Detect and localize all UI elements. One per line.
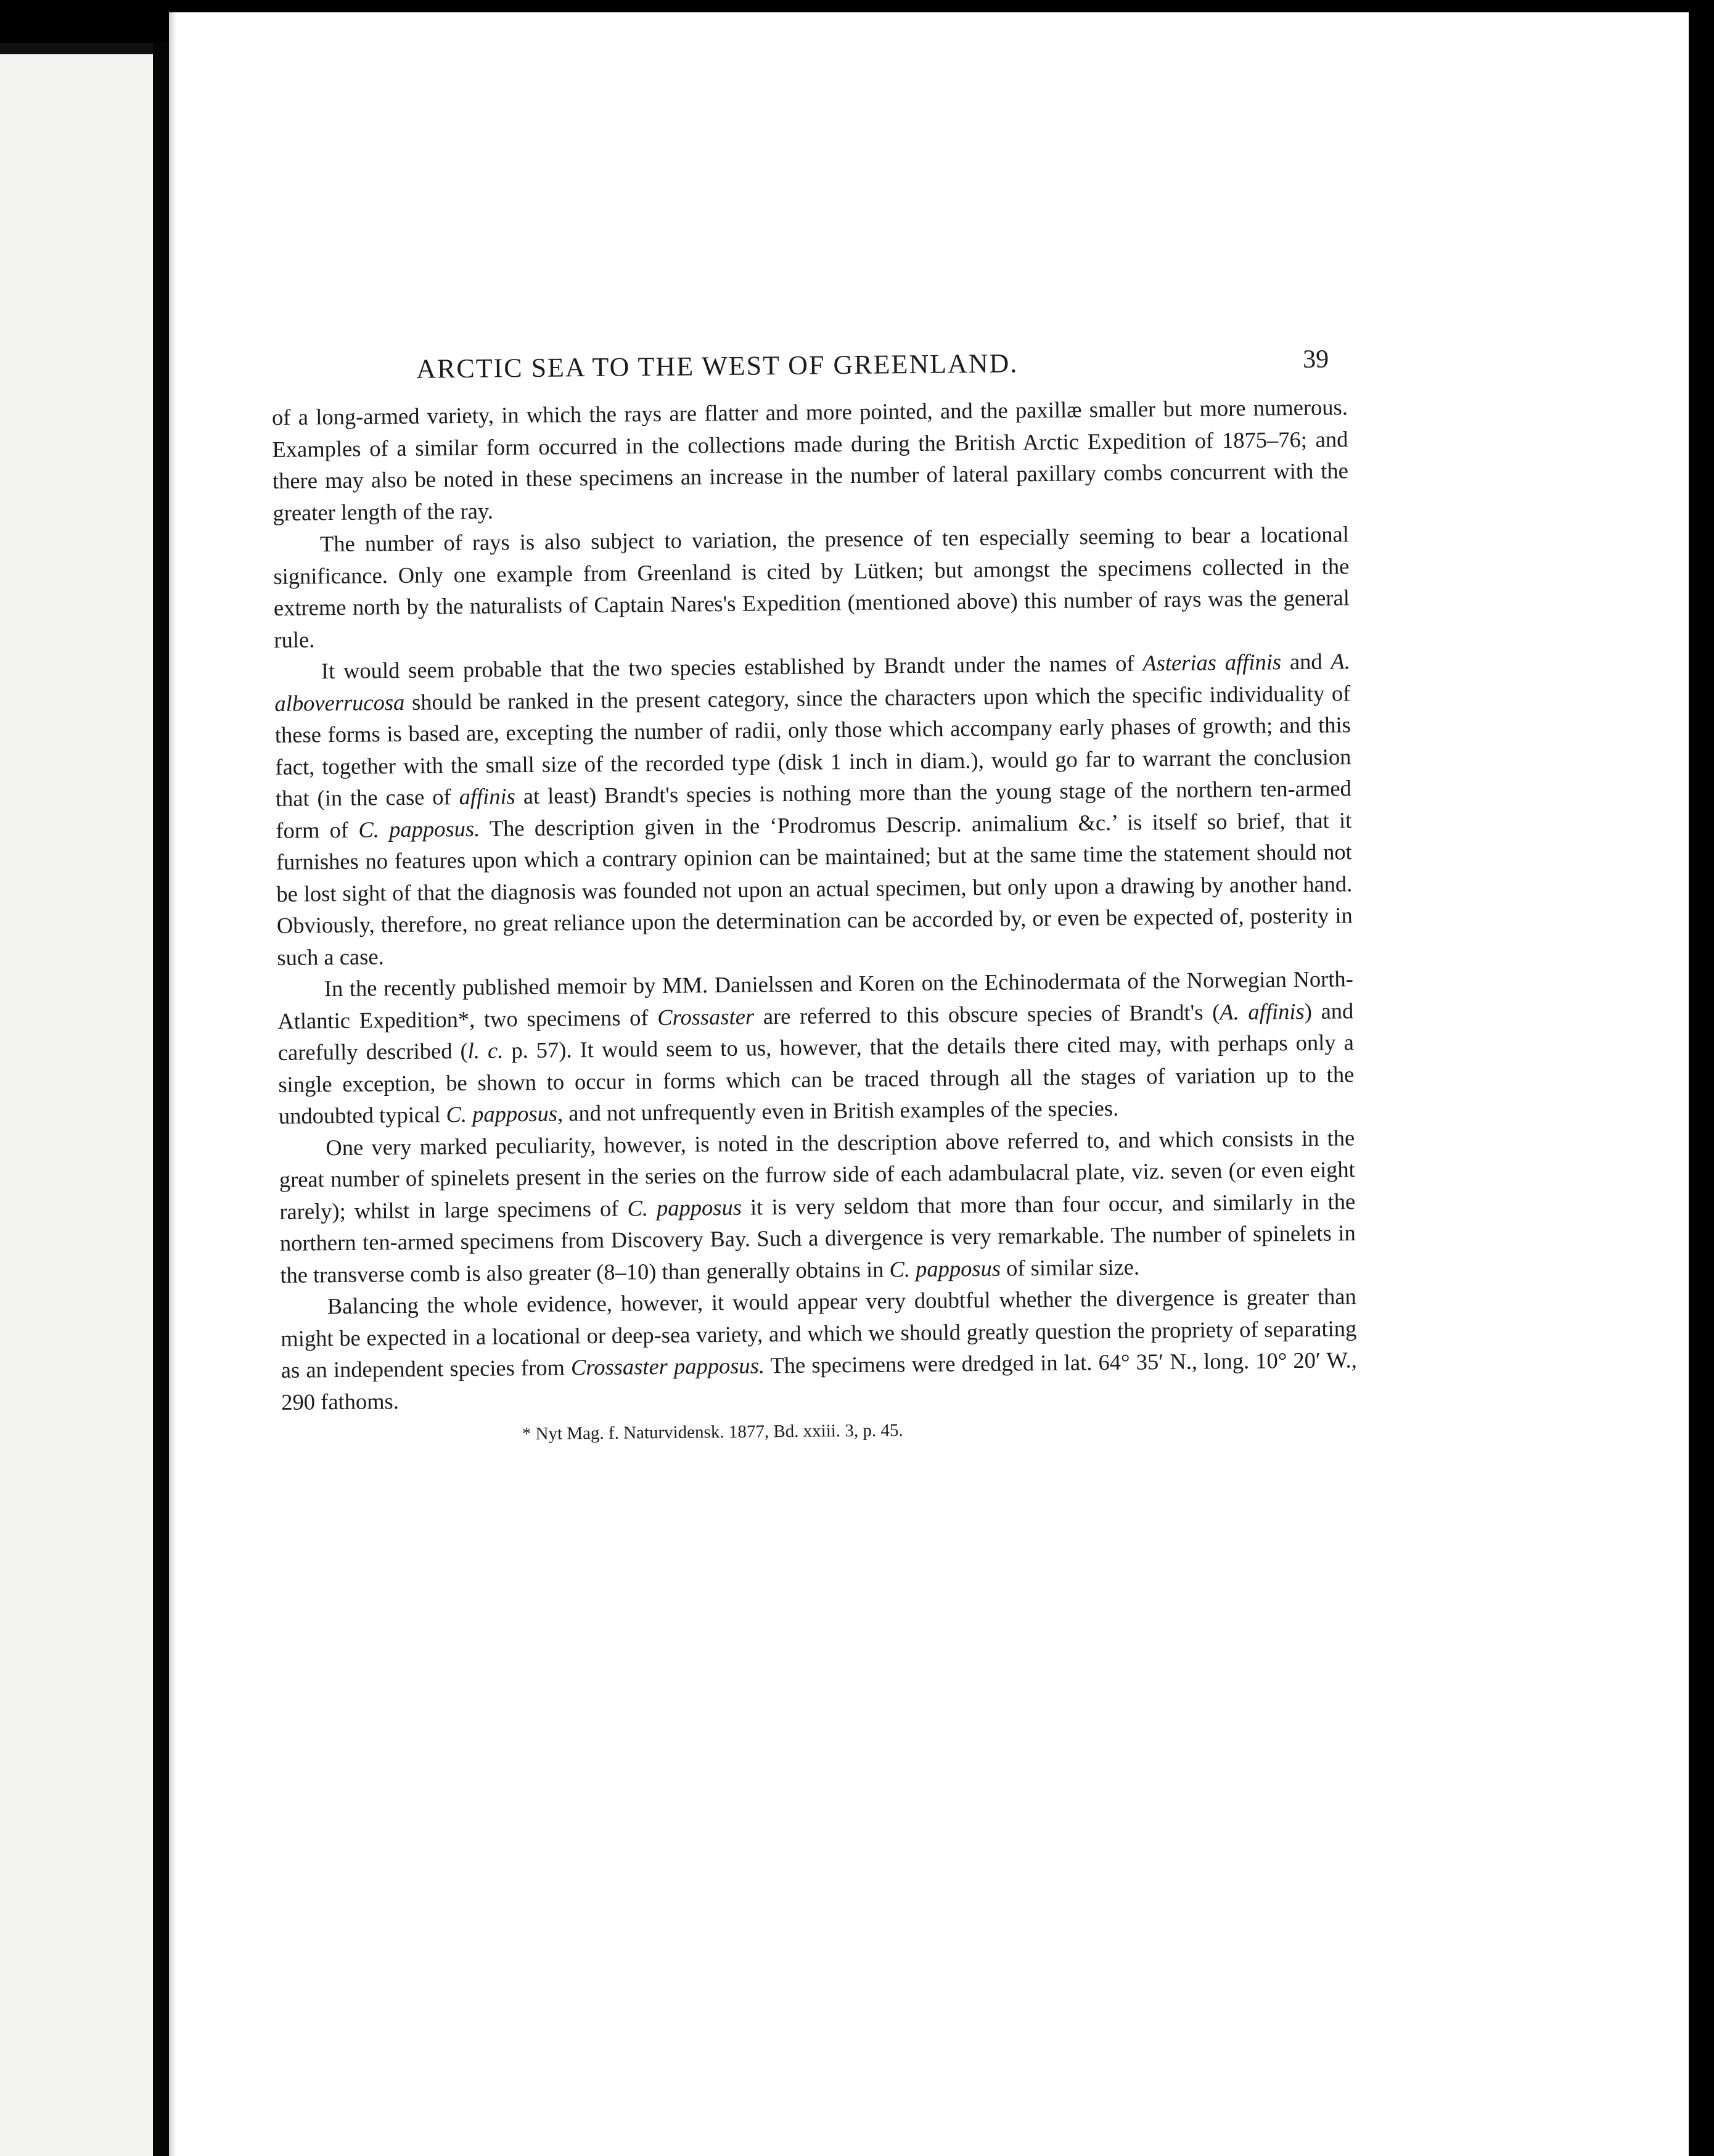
paragraph — [274, 645, 1353, 973]
italic-text-run: C. papposus. — [358, 815, 480, 842]
text-run: should be ranked in the present category, since the characters upon which the specific individuality of these forms is based are, excepting the number of radii, only those which accompany early phases of growth; and this fact, together with the small size of the recorded type (disk 1 inch in diam.), would go far to warrant the conclusion that (in the case of — [274, 680, 1351, 811]
text-run: are referred to this obscure species of Brandt's ( — [753, 998, 1220, 1029]
footnote: * Nyt Mag. f. Naturvidensk. 1877, Bd. xxiii. 3, p. 45. — [522, 1420, 903, 1444]
text-run: In the recently published memoir by MM. Danielssen and Koren on the Echinodermata of the Norwegian North-Atlantic Expedition*, two specimens of — [277, 966, 1353, 1034]
scan-border-right — [1689, 12, 1714, 2156]
running-title: ARCTIC SEA TO THE WEST OF GREENLAND. — [416, 348, 1019, 384]
book-gutter — [153, 43, 169, 2156]
text-run: The description given in the ‘Prodromus Descrip. animalium &c.’ is itself so brief, that it furnishes no features upon which a contrary opinion can be maintained; but at the same time the statement should not be lost sight of that the diagnosis was founded not upon an actual specimen, but only upon a drawing by another hand. Obviously, therefore, no great reliance upon the determination can be accorded by, or even be expected of, posterity in such a case. — [276, 807, 1353, 970]
facing-page — [0, 43, 153, 2156]
text-run: and — [1281, 648, 1331, 675]
italic-text-run: C. papposus — [627, 1194, 742, 1221]
paragraph — [277, 963, 1355, 1132]
text-run: of similar size. — [1000, 1254, 1140, 1281]
text-run: and not unfrequently even in British examples of the species. — [562, 1095, 1119, 1126]
text-run: p. 57). It would seem to us, however, that the details there cited may, with perhaps only a single exception, be shown to occur in forms which can be traced through all the stages of variation up to the undoubted typical — [278, 1029, 1355, 1129]
text-run: Balancing the whole evidence, however, it would appear very doubtful whether the divergence is greater than might be expected in a locational or deep-sea variety, and which we should greatly question the propriety of separating as an independent species from — [281, 1283, 1357, 1383]
italic-text-run: A. affinis — [1220, 998, 1305, 1024]
text-run: It would seem probable that the two species established by Brandt under the names of — [321, 650, 1143, 684]
paragraph — [281, 1280, 1358, 1418]
italic-text-run: Crossaster papposus. — [570, 1352, 765, 1380]
italic-text-run: affinis — [459, 783, 516, 810]
paragraph — [272, 391, 1349, 529]
text-run: One very marked peculiarity, however, is noted in the description above referred to, and which consists in the great number of spinelets present in the series on the furrow side of each adambulacral plate, viz. seven (or even eight rarely); whilst in large specimens of — [279, 1124, 1355, 1224]
paragraph — [279, 1122, 1356, 1291]
body-text — [272, 391, 1358, 1418]
text-run: The specimens were dredged in lat. 64° 35′ N., long. 10° 20′ W., 290 fathoms. — [281, 1347, 1357, 1415]
italic-text-run: C. papposus, — [446, 1100, 564, 1127]
text-run: of a long-armed variety, in which the rays are flatter and more pointed, and the paxillæ smaller but more numerous. Examples of a similar form occurred in the collections made during the British Arctic Expedition of 1875–76; and there may also be noted in these specimens an increase in the number of lateral paxillary combs concurrent with the greater length of the ray. — [271, 394, 1349, 525]
italic-text-run: A. alboverrucosa — [274, 648, 1351, 716]
text-run: The number of rays is also subject to variation, the presence of ten especially seeming to bear a locational significance. Only one example from Greenland is cited by Lütken; but amongst the specimens collected in the extreme north by the naturalists of Captain Nares's Expedition (mentioned above) this number of rays was the general rule. — [273, 521, 1350, 652]
facing-page-top-edge — [0, 43, 153, 54]
italic-text-run: C. papposus — [889, 1255, 1001, 1282]
page-curl-shadow — [169, 12, 176, 2156]
text-run: ) and carefully described ( — [277, 997, 1354, 1065]
italic-text-run: Crossaster — [657, 1003, 755, 1030]
page-content — [271, 344, 1358, 1449]
paragraph — [273, 518, 1350, 656]
text-run: at least) Brandt's species is nothing more than the young stage of the northern ten-armed form of — [276, 775, 1352, 843]
italic-text-run: Asterias affinis — [1142, 649, 1282, 676]
italic-text-run: l. c. — [467, 1037, 504, 1063]
text-run: it is very seldom that more than four occur, and similarly in the northern ten-armed specimens from Discovery Bay. Such a divergence is very remarkable. The number of spinelets in the transverse comb is also greater (8–10) than generally obtains in — [279, 1188, 1356, 1288]
page-number: 39 — [1302, 345, 1329, 374]
